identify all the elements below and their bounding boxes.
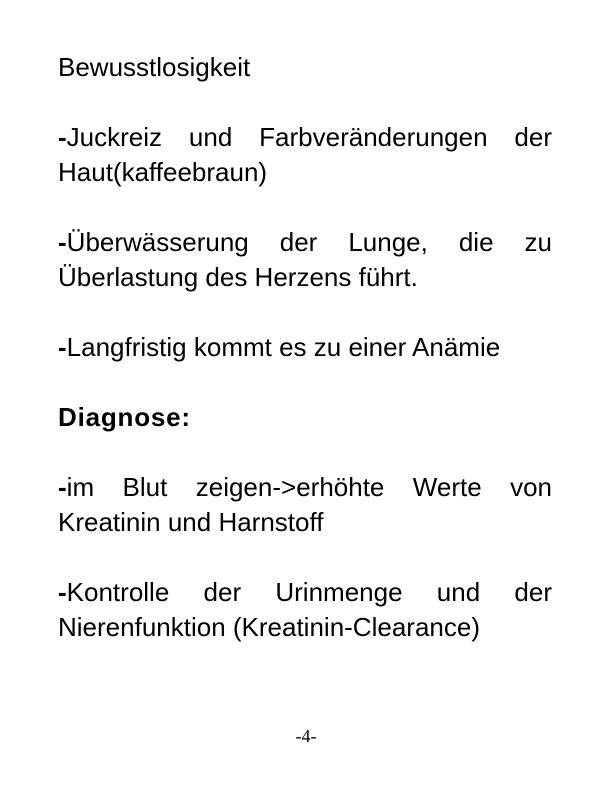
paragraph-item-5 <box>58 575 552 645</box>
item-3-text: Langfristig kommt es zu einer Anämie <box>66 332 501 362</box>
item-4-text: im Blut zeigen->erhöhte Werte von Kreatinin und Harnstoff <box>58 472 552 537</box>
item-5-text: Kontrolle der Urinmenge und der Nierenfunktion (Kreatinin-Clearance) <box>58 577 552 642</box>
document-body <box>58 50 552 680</box>
bullet-dash: - <box>58 577 67 607</box>
paragraph-item-1 <box>58 120 552 190</box>
page-number: -4- <box>295 726 317 746</box>
bullet-dash: - <box>58 227 67 257</box>
paragraph-item-2 <box>58 225 552 295</box>
item-1-text: Juckreiz und Farbveränderungen der Haut(kaffeebraun) <box>58 122 552 187</box>
paragraph-intro <box>58 50 552 85</box>
section-heading-diagnose: Diagnose: <box>58 402 191 432</box>
intro-text: Bewusstlosigkeit <box>58 52 251 82</box>
paragraph-item-3 <box>58 330 552 365</box>
bullet-dash: - <box>58 332 67 362</box>
bullet-dash: - <box>58 122 67 152</box>
item-2-text: Überwässerung der Lunge, die zu Überlastung des Herzens führt. <box>58 227 552 292</box>
paragraph-item-4 <box>58 470 552 540</box>
bullet-dash: - <box>58 472 67 502</box>
